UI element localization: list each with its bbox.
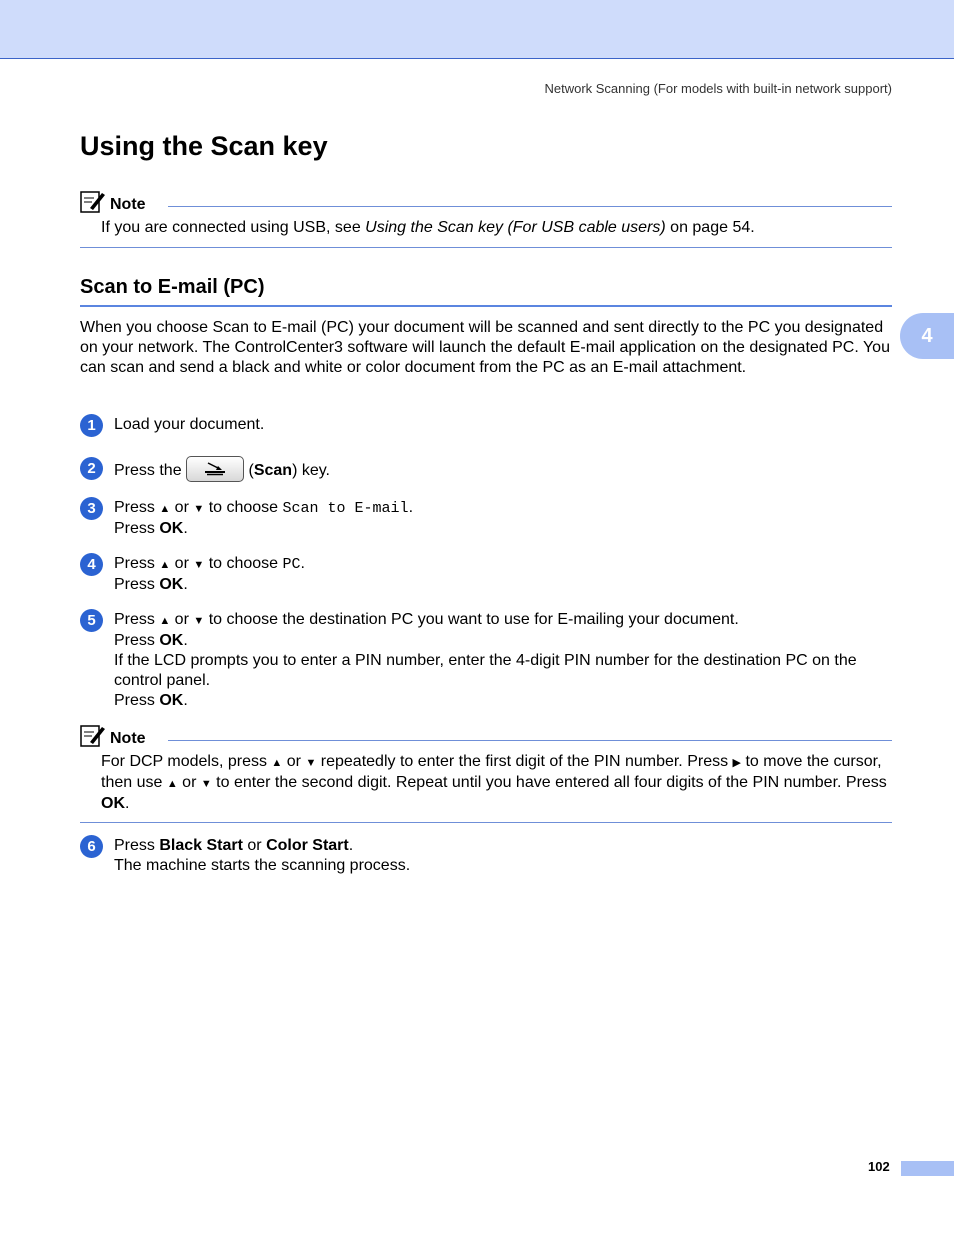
step-text-part: . xyxy=(183,576,188,593)
up-triangle-icon: ▲ xyxy=(159,503,171,515)
step-text-part: Press the xyxy=(114,462,187,480)
lcd-option: PC xyxy=(282,556,301,573)
step-text-part: . xyxy=(348,837,354,854)
step-text-part: ) key. xyxy=(292,462,330,480)
up-triangle-icon: ▲ xyxy=(271,757,283,769)
note-text-part: repeatedly to enter the first digit of the PIN number. Press xyxy=(316,753,733,770)
step-text-part: Press xyxy=(114,499,160,516)
note-text-part: to move the cursor, then use xyxy=(101,753,882,791)
note-pencil-icon xyxy=(80,724,106,748)
up-triangle-icon: ▲ xyxy=(159,615,171,627)
running-head: Network Scanning (For models with built-in network support) xyxy=(544,81,892,96)
right-triangle-icon: ▶ xyxy=(732,757,742,769)
step-text-part: . xyxy=(183,520,188,537)
note-rule xyxy=(168,740,892,741)
note-text xyxy=(101,218,891,238)
up-triangle-icon: ▲ xyxy=(166,778,178,790)
step-text xyxy=(114,836,892,876)
ok-key: OK xyxy=(101,795,125,812)
lcd-option: Scan to E-mail xyxy=(282,500,409,517)
ok-key: OK xyxy=(159,632,184,649)
step-text-part: Press xyxy=(114,520,160,537)
step-number: 2 xyxy=(80,457,103,480)
page-number: 102 xyxy=(868,1159,890,1174)
step-text xyxy=(114,554,892,595)
step-text-part: to choose xyxy=(204,555,283,572)
step-text-part: or xyxy=(170,555,194,572)
step-text-part: to choose the destination PC you want to use for E-mailing your document. xyxy=(204,611,739,628)
black-start-key: Black Start xyxy=(159,837,243,854)
step-text-part: to choose xyxy=(204,499,283,516)
note-label: Note xyxy=(110,196,146,213)
step-text-part: Press xyxy=(114,837,160,854)
down-triangle-icon: ▼ xyxy=(193,559,205,571)
step-text: Load your document. xyxy=(114,416,265,433)
ok-key: OK xyxy=(159,692,184,709)
ok-key: OK xyxy=(159,520,184,537)
ok-key: OK xyxy=(159,576,184,593)
step-text-part: . xyxy=(183,692,188,709)
step-number: 4 xyxy=(80,553,103,576)
step-text-part: Press xyxy=(114,611,160,628)
down-triangle-icon: ▼ xyxy=(193,615,205,627)
note-text xyxy=(101,752,891,814)
up-triangle-icon: ▲ xyxy=(159,559,171,571)
step-number: 5 xyxy=(80,609,103,632)
scan-key-icon xyxy=(186,456,244,482)
step-text xyxy=(114,610,892,711)
note-label: Note xyxy=(110,730,146,747)
note-pencil-icon xyxy=(80,190,106,214)
step-text-part: or xyxy=(170,611,194,628)
section-rule xyxy=(80,305,892,307)
header-band xyxy=(0,0,954,59)
step-text-part: Press xyxy=(114,555,160,572)
step-text-part: Press xyxy=(114,692,160,709)
note-rule xyxy=(168,206,892,207)
page-number-bar xyxy=(901,1161,954,1176)
step-text-part: . xyxy=(408,499,414,516)
note-bottom-rule xyxy=(80,247,892,248)
step-number: 6 xyxy=(80,835,103,858)
note-text-part: For DCP models, press xyxy=(101,753,272,770)
color-start-key: Color Start xyxy=(266,837,349,854)
step-text xyxy=(114,458,892,484)
step-text-part: or xyxy=(242,837,267,854)
note-text-part: . xyxy=(125,795,130,812)
section-intro: When you choose Scan to E-mail (PC) your document will be scanned and sent directly to the PC you designated on your network. The ControlCenter3 software will launch the default E-mail application on the designated PC. You can scan and send a black and white or color document from the PC as an E-mail attachment. xyxy=(80,319,890,376)
down-triangle-icon: ▼ xyxy=(305,757,317,769)
step-text-part: If the LCD prompts you to enter a PIN number, enter the 4-digit PIN number for the destination PC on the control panel. xyxy=(114,652,857,689)
note-header xyxy=(80,190,892,216)
page-title: Using the Scan key xyxy=(80,131,328,161)
note-text-part: If you are connected using USB, see xyxy=(101,219,366,236)
step-text xyxy=(114,498,892,539)
step-text-part: ( xyxy=(244,462,254,480)
note-text-part: or xyxy=(177,774,201,791)
chapter-tab: 4 xyxy=(900,313,954,359)
scan-key-name: Scan xyxy=(253,462,293,480)
step-text-part: or xyxy=(170,499,194,516)
note-link-text: Using the Scan key (For USB cable users) xyxy=(365,219,666,236)
note-bottom-rule xyxy=(80,822,892,823)
step-text-part: Press xyxy=(114,576,160,593)
section-heading: Scan to E-mail (PC) xyxy=(80,276,265,298)
step-number: 1 xyxy=(80,414,103,437)
note-header xyxy=(80,724,892,750)
note-text-part: or xyxy=(282,753,306,770)
note-text-part: to enter the second digit. Repeat until you have entered all four digits of the PIN number. Press xyxy=(211,774,887,791)
down-triangle-icon: ▼ xyxy=(193,503,205,515)
note-text-part: on page 54. xyxy=(665,219,755,236)
step-text-part: The machine starts the scanning process. xyxy=(114,857,411,874)
step-number: 3 xyxy=(80,497,103,520)
down-triangle-icon: ▼ xyxy=(200,778,212,790)
step-text-part: Press xyxy=(114,632,160,649)
step-text-part: . xyxy=(183,632,188,649)
step-text-part: . xyxy=(300,555,305,572)
